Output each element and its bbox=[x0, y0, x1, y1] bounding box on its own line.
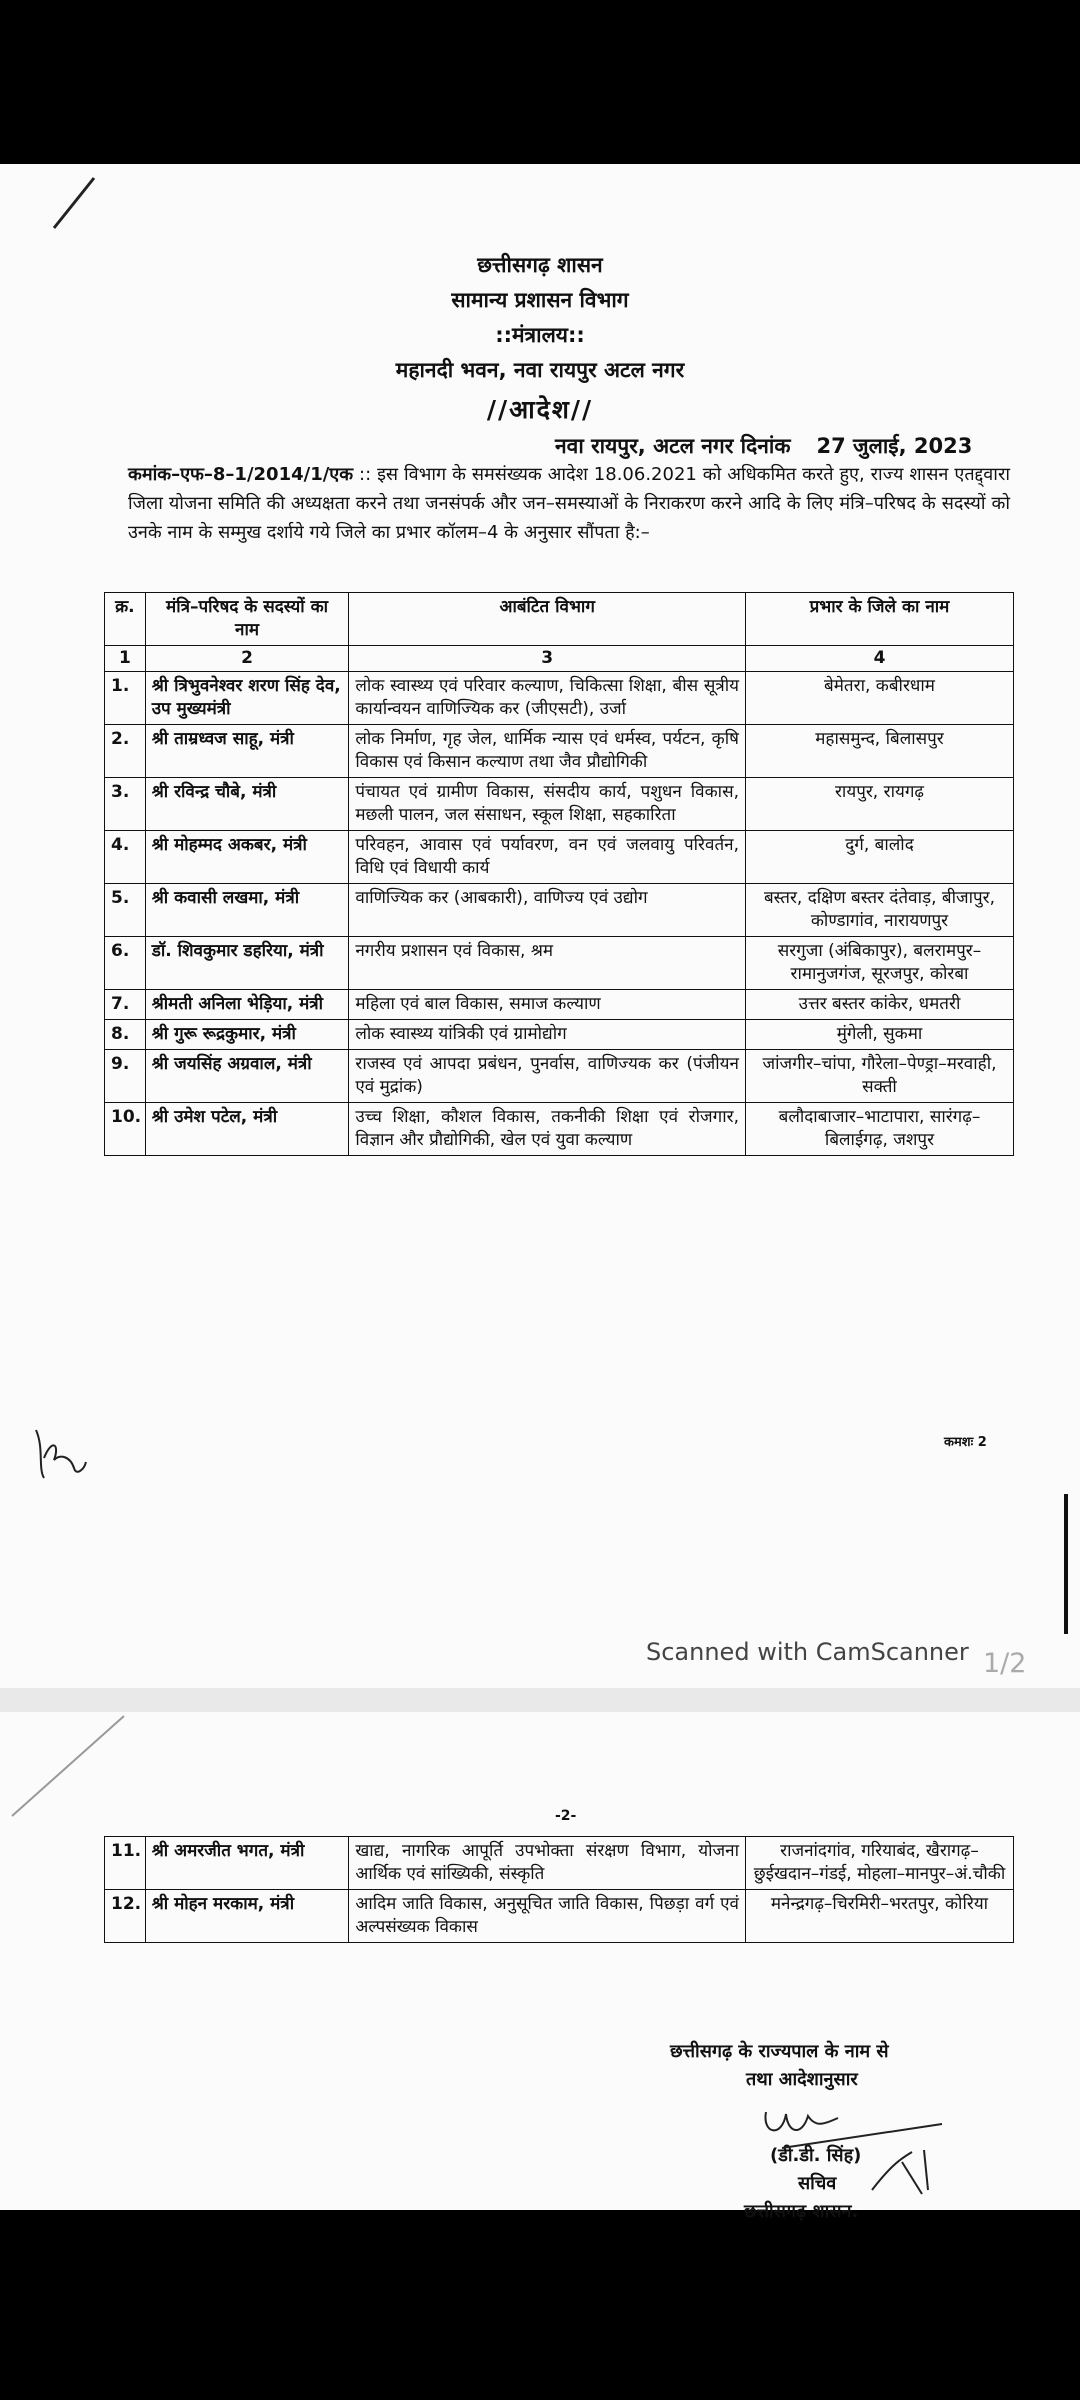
order-place: नवा रायपुर, अटल नगर दिनांक bbox=[555, 434, 791, 458]
cell-districts: रायपुर, रायगढ़ bbox=[745, 778, 1013, 831]
table-body bbox=[105, 1837, 1014, 1943]
order-dateline bbox=[555, 432, 972, 460]
cell-department: महिला एवं बाल विकास, समाज कल्याण bbox=[349, 990, 746, 1020]
header-order-title: //आदेश// bbox=[486, 395, 594, 424]
cell-member-name: श्री गुरू रूद्रकुमार, मंत्री bbox=[145, 1020, 349, 1050]
cell-member-name: श्री मोहन मरकाम, मंत्री bbox=[145, 1890, 349, 1943]
header-government: छत्तीसगढ़ शासन bbox=[477, 253, 603, 277]
document-page-1 bbox=[0, 164, 1080, 1688]
cell-serial: 5. bbox=[105, 884, 146, 937]
header-department: सामान्य प्रशासन विभाग bbox=[451, 288, 629, 312]
cell-department: परिवहन, आवास एवं पर्यावरण, वन एवं जलवायु परिवर्तन, विधि एवं विधायी कार्य bbox=[349, 831, 746, 884]
initials-mark bbox=[30, 1418, 90, 1488]
cell-member-name: श्रीमती अनिला भेड़िया, मंत्री bbox=[145, 990, 349, 1020]
table-row bbox=[105, 778, 1014, 831]
table-row bbox=[105, 990, 1014, 1020]
pen-mark bbox=[46, 172, 106, 232]
index-cell: 2 bbox=[145, 646, 349, 672]
table-row bbox=[105, 937, 1014, 990]
cell-serial: 12. bbox=[105, 1890, 146, 1943]
cell-member-name: श्री जयसिंह अग्रवाल, मंत्री bbox=[145, 1050, 349, 1103]
cell-districts: दुर्ग, बालोद bbox=[745, 831, 1013, 884]
cell-serial: 10. bbox=[105, 1103, 146, 1156]
table-row bbox=[105, 884, 1014, 937]
document-page-2 bbox=[0, 1712, 1080, 2222]
cell-serial: 2. bbox=[105, 725, 146, 778]
table-index-row bbox=[105, 646, 1014, 672]
cell-districts: राजनांदगांव, गरियाबंद, खैरागढ़–छुईखदान–गंडई, मोहला–मानपुर–अं.चौकी bbox=[745, 1837, 1013, 1890]
minister-district-table bbox=[104, 592, 1014, 1156]
cell-member-name: श्री रविन्द्र चौबे, मंत्री bbox=[145, 778, 349, 831]
cell-districts: मनेन्द्रगढ़–चिरमिरी–भरतपुर, कोरिया bbox=[745, 1890, 1013, 1943]
cell-serial: 4. bbox=[105, 831, 146, 884]
header-district: प्रभार के जिले का नाम bbox=[745, 593, 1013, 646]
table-row bbox=[105, 1837, 1014, 1890]
cell-districts: बलौदाबाजार–भाटापारा, सारंगढ़–बिलाईगढ़, जशपुर bbox=[745, 1103, 1013, 1156]
cell-department: लोक स्वास्थ्य यांत्रिकी एवं ग्रामोद्योग bbox=[349, 1020, 746, 1050]
scanner-watermark: Scanned with CamScanner bbox=[646, 1638, 969, 1666]
cell-serial: 7. bbox=[105, 990, 146, 1020]
cell-member-name: श्री ताम्रध्वज साहू, मंत्री bbox=[145, 725, 349, 778]
header-serial: क्र. bbox=[105, 593, 146, 646]
cell-department: लोक निर्माण, गृह जेल, धार्मिक न्यास एवं धर्मस्व, पर्यटन, कृषि विकास एवं किसान कल्याण तथा जैव प्रौद्योगिकी bbox=[349, 725, 746, 778]
cell-districts: बेमेतरा, कबीरधाम bbox=[745, 672, 1013, 725]
cell-department: खाद्य, नागरिक आपूर्ति उपभोक्ता संरक्षण विभाग, योजना आर्थिक एवं सांख्यिकी, संस्कृति bbox=[349, 1837, 746, 1890]
table-row bbox=[105, 672, 1014, 725]
cell-serial: 1. bbox=[105, 672, 146, 725]
cell-member-name: श्री त्रिभुवनेश्वर शरण सिंह देव, उप मुख्यमंत्री bbox=[145, 672, 349, 725]
cell-department: नगरीय प्रशासन एवं विकास, श्रम bbox=[349, 937, 746, 990]
page-number: -2- bbox=[555, 1808, 577, 1824]
order-date: 27 जुलाई, 2023 bbox=[816, 434, 973, 458]
cell-member-name: श्री कवासी लखमा, मंत्री bbox=[145, 884, 349, 937]
cell-member-name: श्री उमेश पटेल, मंत्री bbox=[145, 1103, 349, 1156]
cell-department: राजस्व एवं आपदा प्रबंधन, पुनर्वास, वाणिज्यक कर (पंजीयन एवं मुद्रांक) bbox=[349, 1050, 746, 1103]
cell-serial: 9. bbox=[105, 1050, 146, 1103]
cell-serial: 8. bbox=[105, 1020, 146, 1050]
cell-serial: 3. bbox=[105, 778, 146, 831]
cell-districts: उत्तर बस्तर कांकेर, धमतरी bbox=[745, 990, 1013, 1020]
cell-department: उच्च शिक्षा, कौशल विकास, तकनीकी शिक्षा एवं रोजगार, विज्ञान और प्रौद्योगिकी, खेल एवं युवा कल्याण bbox=[349, 1103, 746, 1156]
table-row bbox=[105, 1020, 1014, 1050]
page-indicator: 1/2 bbox=[983, 1648, 1027, 1679]
cell-districts: महासमुन्द, बिलासपुर bbox=[745, 725, 1013, 778]
cell-department: वाणिज्यिक कर (आबकारी), वाणिज्य एवं उद्योग bbox=[349, 884, 746, 937]
signoff-governor-name: छत्तीसगढ़ के राज्यपाल के नाम से bbox=[670, 2041, 889, 2062]
header-member-name: मंत्रि–परिषद के सदस्यों का नाम bbox=[145, 593, 349, 646]
signatory-designation: सचिव bbox=[798, 2173, 837, 2194]
order-intro-text: :: इस विभाग के समसंख्यक आदेश 18.06.2021 को अधिकमित करते हुए, राज्य शासन एतद्द्वारा जिला योजना समिति की अध्यक्षता करने तथा जनसंपर्क और जन–समस्याओं के निराकरण करने आदि के लिए मंत्रि–परिषद के सदस्यों को उनके नाम के सम्मुख दर्शाये गये जिले का प्रभार कॉलम–4 के अनुसार सौंपता है:– bbox=[128, 464, 1010, 543]
cell-districts: सरगुजा (अंबिकापुर), बलरामपुर–रामानुजगंज, सूरजपुर, कोरबा bbox=[745, 937, 1013, 990]
order-reference: कमांक–एफ–8–1/2014/1/एक bbox=[128, 464, 354, 485]
cell-districts: मुंगेली, सुकमा bbox=[745, 1020, 1013, 1050]
cell-department: लोक स्वास्थ्य एवं परिवार कल्याण, चिकित्सा शिक्षा, बीस सूत्रीय कार्यान्वयन वाणिज्यिक कर (जीएसटी), उर्जा bbox=[349, 672, 746, 725]
table-row bbox=[105, 1103, 1014, 1156]
cell-member-name: श्री मोहम्मद अकबर, मंत्री bbox=[145, 831, 349, 884]
cell-member-name: डॉ. शिवकुमार डहरिया, मंत्री bbox=[145, 937, 349, 990]
table-row bbox=[105, 725, 1014, 778]
minister-district-table-continued bbox=[104, 1836, 1014, 1943]
signatory-name: (डी.डी. सिंह) bbox=[770, 2145, 862, 2166]
index-cell: 1 bbox=[105, 646, 146, 672]
continued-note: कमशः 2 bbox=[944, 1435, 987, 1450]
header-address: महानदी भवन, नवा रायपुर अटल नगर bbox=[395, 358, 685, 382]
table-body bbox=[105, 672, 1014, 1156]
cell-serial: 6. bbox=[105, 937, 146, 990]
signoff-order: तथा आदेशानुसार bbox=[746, 2069, 858, 2090]
pen-mark bbox=[4, 1712, 134, 1822]
cell-districts: जांजगीर–चांपा, गौरेला–पेण्ड्रा–मरवाही, सक्ती bbox=[745, 1050, 1013, 1103]
cell-districts: बस्तर, दक्षिण बस्तर दंतेवाड़, बीजापुर, कोण्डागांव, नारायणपुर bbox=[745, 884, 1013, 937]
index-cell: 3 bbox=[349, 646, 746, 672]
table-row bbox=[105, 831, 1014, 884]
cell-serial: 11. bbox=[105, 1837, 146, 1890]
cell-department: आदिम जाति विकास, अनुसूचित जाति विकास, पिछड़ा वर्ग एवं अल्पसंख्यक विकास bbox=[349, 1890, 746, 1943]
table-row bbox=[105, 1890, 1014, 1943]
cell-member-name: श्री अमरजीत भगत, मंत्री bbox=[145, 1837, 349, 1890]
cell-department: पंचायत एवं ग्रामीण विकास, संसदीय कार्य, पशुधन विकास, मछली पालन, जल संसाधन, स्कूल शिक्षा, सहकारिता bbox=[349, 778, 746, 831]
header-ministry: ::मंत्रालय:: bbox=[495, 323, 585, 347]
signatory-office: छत्तीसगढ़ शासन. bbox=[744, 2201, 859, 2222]
handwritten-signature bbox=[752, 2094, 952, 2204]
table-header-row bbox=[105, 593, 1014, 646]
page-separator bbox=[0, 1688, 1080, 1712]
index-cell: 4 bbox=[745, 646, 1013, 672]
document-header bbox=[0, 248, 1080, 427]
header-department: आबंटित विभाग bbox=[349, 593, 746, 646]
table-row bbox=[105, 1050, 1014, 1103]
margin-line bbox=[1062, 1494, 1070, 1634]
order-intro bbox=[128, 460, 1010, 547]
